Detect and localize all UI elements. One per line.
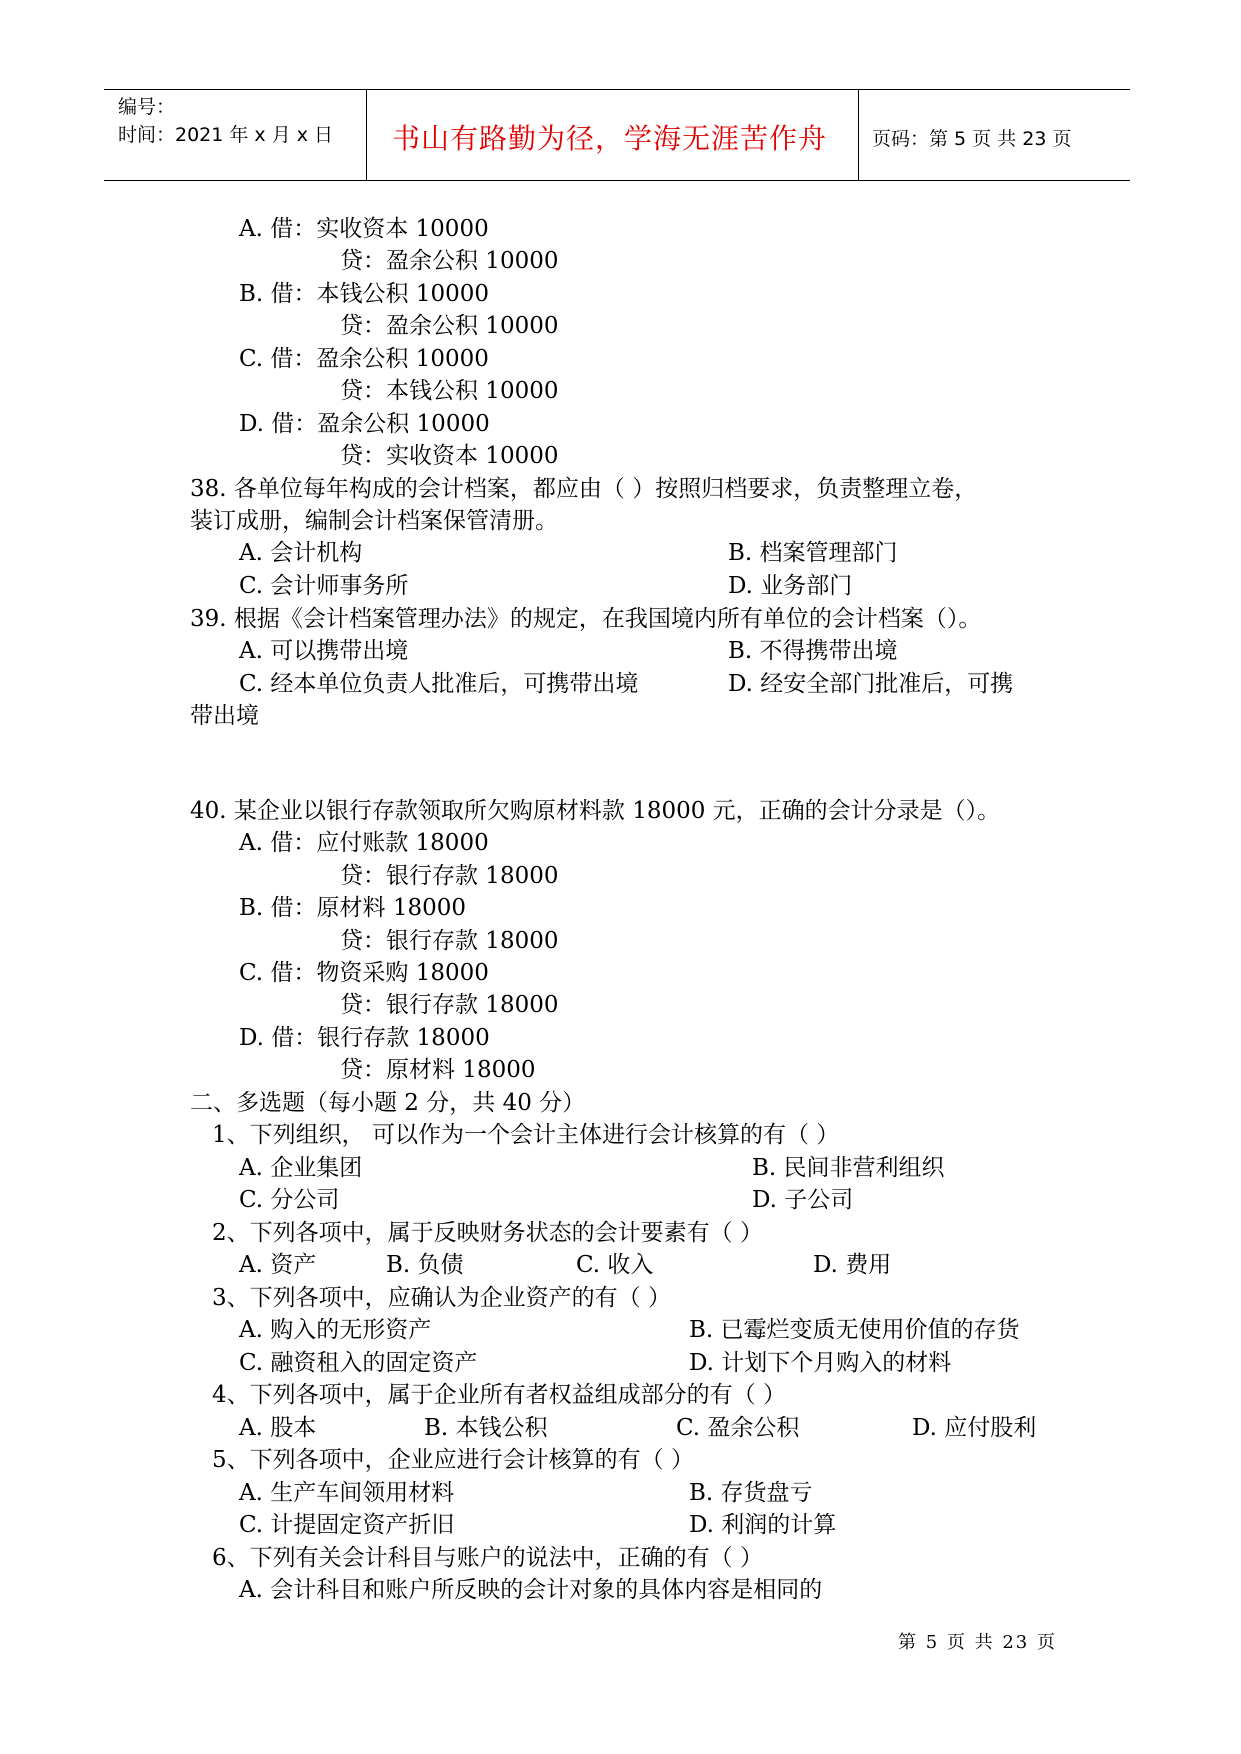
mq3-option-c: C. 融资租入的固定资产 (239, 1350, 478, 1376)
mq1-option-c: C. 分公司 (239, 1187, 340, 1213)
q40-option-c-credit: 贷：银行存款 18000 (340, 992, 559, 1018)
q40-option-c: C. 借：物资采购 18000 (239, 960, 489, 986)
mq4-option-c: C. 盈余公积 (676, 1415, 800, 1441)
q40-option-a: A. 借：应付账款 18000 (239, 830, 489, 856)
header-divider-left (366, 89, 367, 181)
mq5-option-a: A. 生产车间领用材料 (239, 1480, 455, 1506)
mq6-stem: 6、下列有关会计科目与账户的说法中，正确的有（ ） (212, 1545, 763, 1571)
q40-option-d: D. 借：银行存款 18000 (239, 1025, 490, 1051)
q40-option-a-credit: 贷：银行存款 18000 (340, 863, 559, 889)
mq3-option-a: A. 购入的无形资产 (239, 1317, 432, 1343)
q37-option-c: C. 借：盈余公积 10000 (239, 346, 489, 372)
mq2-option-c: C. 收入 (576, 1252, 654, 1278)
q39-stem: 39. 根据《会计档案管理办法》的规定，在我国境内所有单位的会计档案（）。 (190, 606, 982, 632)
q40-stem: 40. 某企业以银行存款领取所欠购原材料款 18000 元，正确的会计分录是（）。 (190, 798, 1001, 824)
q38-option-d: D. 业务部门 (728, 573, 853, 599)
mq5-option-d: D. 利润的计算 (689, 1512, 837, 1538)
q38-option-a: A. 会计机构 (239, 540, 363, 566)
q37-option-a: A. 借：实收资本 10000 (239, 216, 489, 242)
mq4-stem: 4、下列各项中，属于企业所有者权益组成部分的有（ ） (212, 1382, 786, 1408)
mq4-option-a: A. 股本 (239, 1415, 317, 1441)
q37-option-d: D. 借：盈余公积 10000 (239, 411, 490, 437)
q39-option-a: A. 可以携带出境 (239, 638, 409, 664)
page-indicator: 页码：第 5 页 共 23 页 (872, 128, 1072, 150)
mq1-option-b: B. 民间非营利组织 (752, 1155, 945, 1181)
mq1-option-a: A. 企业集团 (239, 1155, 363, 1181)
mq6-option-a: A. 会计科目和账户所反映的会计对象的具体内容是相同的 (239, 1577, 823, 1603)
mq3-option-b: B. 已霉烂变质无使用价值的存货 (689, 1317, 1020, 1343)
document-time: 时间：2021 年 x 月 x 日 (118, 124, 334, 146)
q38-option-c: C. 会计师事务所 (239, 573, 409, 599)
mq2-option-a: A. 资产 (239, 1252, 317, 1278)
header-bottom-rule (104, 180, 1130, 181)
mq5-option-c: C. 计提固定资产折旧 (239, 1512, 455, 1538)
mq2-option-d: D. 费用 (813, 1252, 892, 1278)
q40-option-b: B. 借：原材料 18000 (239, 895, 467, 921)
q40-option-b-credit: 贷：银行存款 18000 (340, 928, 559, 954)
mq4-option-d: D. 应付股利 (912, 1415, 1037, 1441)
page-footer: 第 5 页 共 23 页 (898, 1632, 1057, 1653)
q39-option-b: B. 不得携带出境 (728, 638, 898, 664)
mq2-option-b: B. 负债 (386, 1252, 464, 1278)
section-multiple-choice-heading: 二、多选题（每小题 2 分，共 40 分） (190, 1090, 586, 1116)
q39-option-c: C. 经本单位负责人批准后，可携带出境 (239, 671, 639, 697)
header-motto: 书山有路勤为径，学海无涯苦作舟 (392, 122, 828, 155)
mq1-stem: 1、下列组织， 可以作为一个会计主体进行会计核算的有（ ） (212, 1122, 840, 1148)
mq5-stem: 5、下列各项中，企业应进行会计核算的有（ ） (212, 1447, 694, 1473)
q37-option-a-credit: 贷：盈余公积 10000 (340, 248, 559, 274)
mq4-option-b: B. 本钱公积 (424, 1415, 548, 1441)
q38-stem-cont: 装订成册，编制会计档案保管清册。 (190, 508, 558, 534)
q38-option-b: B. 档案管理部门 (728, 540, 898, 566)
q39-option-d-cont: 带出境 (190, 703, 259, 729)
mq1-option-d: D. 子公司 (752, 1187, 854, 1213)
mq3-stem: 3、下列各项中，应确认为企业资产的有（ ） (212, 1285, 671, 1311)
q39-option-d: D. 经安全部门批准后，可携 (728, 671, 1014, 697)
q37-option-b-credit: 贷：盈余公积 10000 (340, 313, 559, 339)
q37-option-c-credit: 贷：本钱公积 10000 (340, 378, 559, 404)
mq2-stem: 2、下列各项中，属于反映财务状态的会计要素有（ ） (212, 1220, 763, 1246)
document-number: 编号： (118, 96, 176, 118)
q37-option-d-credit: 贷：实收资本 10000 (340, 443, 559, 469)
mq5-option-b: B. 存货盘亏 (689, 1480, 813, 1506)
q38-stem: 38. 各单位每年构成的会计档案，都应由（ ）按照归档要求，负责整理立卷， (190, 476, 978, 502)
mq3-option-d: D. 计划下个月购入的材料 (689, 1350, 952, 1376)
q37-option-b: B. 借：本钱公积 10000 (239, 281, 490, 307)
header-top-rule (104, 89, 1130, 90)
q40-option-d-credit: 贷：原材料 18000 (340, 1057, 536, 1083)
header-divider-right (858, 89, 859, 181)
